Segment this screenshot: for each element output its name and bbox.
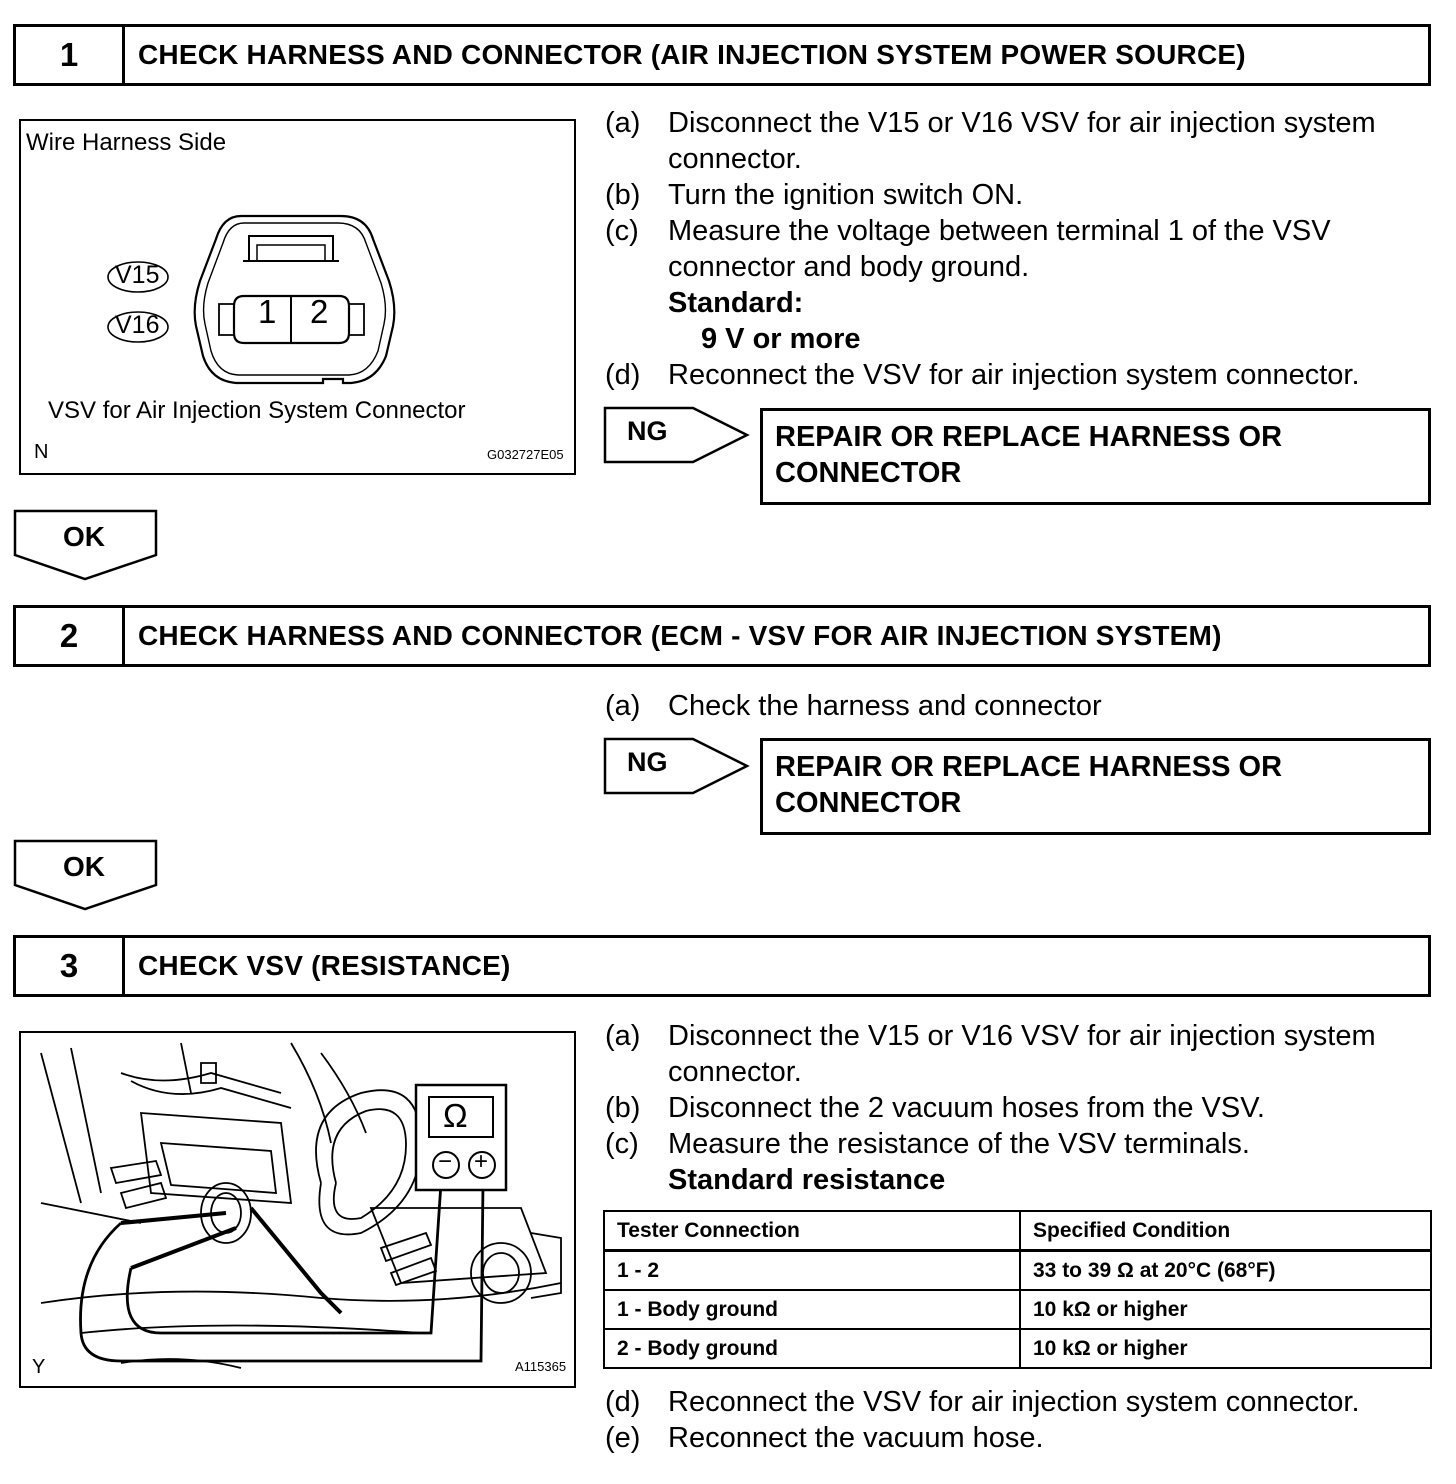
instruction-marker: (d): [605, 359, 641, 391]
instruction-text: connector and body ground.: [668, 251, 1030, 283]
standard-label: Standard resistance: [668, 1164, 946, 1196]
ok-arrow: [13, 509, 159, 581]
terminal-1: 1: [258, 293, 277, 330]
ng-action-line: CONNECTOR: [775, 457, 962, 489]
plus-terminal: +: [474, 1148, 489, 1175]
ok-label: OK: [63, 521, 105, 552]
instruction-marker: (b): [605, 1092, 641, 1124]
ng-label: NG: [627, 416, 668, 446]
ok-arrow: [13, 839, 159, 911]
vsv-drawing: [21, 1033, 576, 1388]
step-number: 2: [16, 608, 125, 664]
table-cell: 1 - 2: [604, 1251, 1020, 1291]
table-row: [604, 1251, 1431, 1291]
label-v16: V16: [115, 311, 160, 339]
ohm-symbol: Ω: [443, 1097, 468, 1134]
figure-caption: VSV for Air Injection System Connector: [48, 397, 466, 424]
ng-action-line: REPAIR OR REPLACE HARNESS OR: [775, 751, 1283, 783]
table-cell: 2 - Body ground: [604, 1329, 1020, 1368]
instruction-text: Reconnect the VSV for air injection system connector.: [668, 1386, 1360, 1418]
instruction-marker: (a): [605, 1020, 641, 1052]
table-cell: 33 to 39 Ω at 20°C (68°F): [1020, 1251, 1431, 1291]
table-row: [604, 1290, 1431, 1329]
minus-terminal: −: [438, 1148, 453, 1175]
table-header-cell: Specified Condition: [1020, 1211, 1431, 1251]
instruction-text: Check the harness and connector: [668, 690, 1102, 722]
connector-figure: [19, 119, 576, 475]
figure-code: A115365: [515, 1359, 567, 1374]
instruction-text: connector.: [668, 1056, 802, 1088]
instruction-text: connector.: [668, 143, 802, 175]
figure-corner-letter: N: [34, 441, 49, 463]
resistance-spec-table: [603, 1210, 1432, 1369]
table-header-row: [604, 1211, 1431, 1251]
figure-code: G032727E05: [487, 447, 564, 462]
ng-arrow: [603, 406, 751, 464]
instruction-text: Disconnect the V15 or V16 VSV for air injection system: [668, 107, 1376, 139]
step-title: CHECK HARNESS AND CONNECTOR (AIR INJECTION SYSTEM POWER SOURCE): [138, 39, 1246, 70]
ng-action-box: [760, 738, 1431, 835]
standard-value: 9 V or more: [701, 323, 861, 355]
instruction-marker: (a): [605, 107, 641, 139]
standard-label: Standard:: [668, 287, 804, 319]
step-title: CHECK HARNESS AND CONNECTOR (ECM - VSV FOR AIR INJECTION SYSTEM): [138, 620, 1222, 651]
instruction-text: Disconnect the 2 vacuum hoses from the VSV.: [668, 1092, 1265, 1124]
instruction-text: Measure the voltage between terminal 1 of the VSV: [668, 215, 1331, 247]
figure-heading: Wire Harness Side: [26, 129, 227, 156]
ng-arrow: [603, 737, 751, 795]
instruction-marker: (a): [605, 690, 641, 722]
table-cell: 10 kΩ or higher: [1020, 1329, 1431, 1368]
vsv-resistance-figure: [19, 1031, 576, 1388]
instruction-marker: (c): [605, 1128, 639, 1160]
label-v15: V15: [115, 261, 160, 289]
table-cell: 10 kΩ or higher: [1020, 1290, 1431, 1329]
table-row: [604, 1329, 1431, 1368]
figure-corner-letter: Y: [32, 1356, 46, 1378]
step-number: 3: [16, 938, 125, 994]
instruction-text: Turn the ignition switch ON.: [668, 179, 1024, 211]
instruction-marker: (b): [605, 179, 641, 211]
step-1-header: [13, 24, 1431, 86]
table-header-cell: Tester Connection: [604, 1211, 1020, 1251]
instruction-marker: (d): [605, 1386, 641, 1418]
step-2-header: [13, 605, 1431, 667]
step-3-header: [13, 935, 1431, 997]
ng-action-line: REPAIR OR REPLACE HARNESS OR: [775, 421, 1283, 453]
instruction-text: Disconnect the V15 or V16 VSV for air injection system: [668, 1020, 1376, 1052]
instruction-text: Reconnect the vacuum hose.: [668, 1422, 1044, 1454]
ng-label: NG: [627, 747, 668, 777]
instruction-text: Measure the resistance of the VSV terminals.: [668, 1128, 1250, 1160]
table-cell: 1 - Body ground: [604, 1290, 1020, 1329]
instruction-text: Reconnect the VSV for air injection system connector.: [668, 359, 1360, 391]
ng-action-line: CONNECTOR: [775, 787, 962, 819]
step-title: CHECK VSV (RESISTANCE): [138, 950, 511, 981]
instruction-marker: (c): [605, 215, 639, 247]
instruction-marker: (e): [605, 1422, 641, 1454]
ok-label: OK: [63, 851, 105, 882]
terminal-2: 2: [310, 293, 329, 330]
step-number: 1: [16, 27, 125, 83]
ng-action-box: [760, 408, 1431, 505]
